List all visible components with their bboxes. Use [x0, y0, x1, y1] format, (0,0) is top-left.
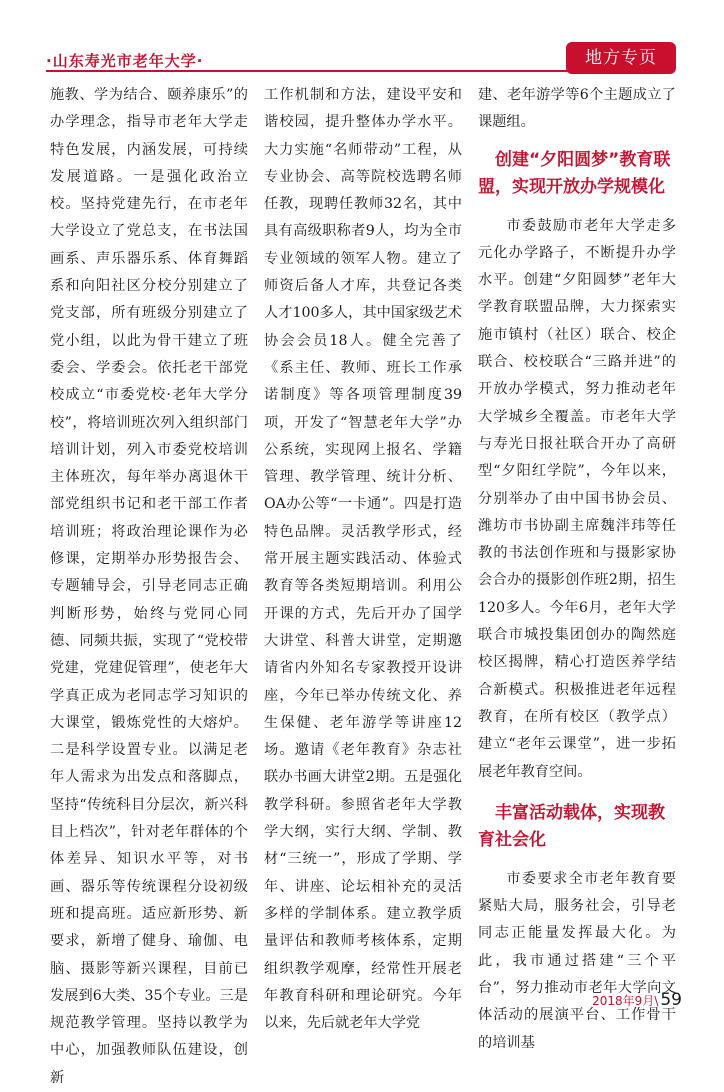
- magazine-section-title: ·山东寿光市老年大学·: [46, 52, 204, 70]
- article-column-1: [50, 82, 248, 1092]
- paragraph: 建、老年游学等6个主题成立了课题组。: [478, 87, 676, 131]
- section-heading-activities: 丰富活动载体，实现教育社会化: [478, 802, 665, 850]
- section-heading-alliance: 创建“夕阳圆梦”教育联盟，实现开放办学规模化: [478, 149, 671, 197]
- issue-date: 2018年9月\: [592, 994, 659, 1008]
- paragraph: 施教、学为结合、颐养康乐”的办学理念，指导市老年大学走特色发展，内涵发展，可持续发展道路。一是强化政治立校。坚持党建先行，在市老年大学设立了党总支，在书法国画系、声乐器乐系、体育舞蹈系和向阳社区分校分别建立了党支部，所有班级分别建立了党小组，以此为骨干建立了班委会、学委会。依托老干部党校成立“市委党校·老年大学分校”，将培训班次列入组织部门培训计划，列入市委党校培训主体班次，每年举办离退休干部党组织书记和老干部工作者培训班；将政治理论课作为必修课，定期举办形势报告会、专题辅导会，引导老同志正确判断形势，始终与党同心同德、同频共振，实现了“党校带党建，党建促管理”，使老年大学真正成为老同志学习知识的大课堂，锻炼党性的大熔炉。二是科学设置专业。以满足老年人需求为出发点和落脚点，坚持“传统科目分层次，新兴科目上档次”，针对老年群体的个体差异、知识水平等，对书画、器乐等传统课程分设初级班和提高班。适应新形势、新要求，新增了健身、瑜伽、电脑、摄影等新兴课程，目前已发展到6大类、35个专业。三是规范教学管理。坚持以教学为中心，加强教师队伍建设，创新: [50, 87, 248, 1086]
- header-rule: [46, 70, 606, 72]
- page-footer: [592, 990, 682, 1010]
- paragraph: 市委要求全市老年教育要紧贴大局，服务社会，引导老同志正能量发挥最大化。为此，我市通过搭建“三个平台”，努力推动市老年大学向文体活动的展演平台、工作骨干的培训基: [478, 870, 676, 1051]
- paragraph: 市委鼓励市老年大学走多元化办学路子，不断提升办学水平。创建“夕阳圆梦”老年大学教育联盟品牌，大力探索实施市镇村（社区）联合、校企联合、校校联合“三路并进”的开放办学模式，努力推动老年大学城乡全覆盖。市老年大学与寿光日报社联合开办了高研型“夕阳红学院”，今年以来，分别举办了由中国书协会员、潍坊市书协副主席魏泮玮等任教的书法创作班和与摄影家协会合办的摄影创作班2期，招生120多人。今年6月，老年大学联合市城投集团创办的陶然庭校区揭牌，精心打造医养学结合新模式。积极推进老年远程教育，在所有校区（教学点）建立“老年云课堂”，进一步拓展老年教育空间。: [478, 217, 676, 780]
- page-number: 59: [660, 990, 682, 1010]
- paragraph: 工作机制和方法，建设平安和谐校园，提升整体办学水平。大力实施“名师带动”工程，从专业协会、高等院校选聘名师任教，现聘任教师32名，其中具有高级职称者9人，均为全市专业领域的领军人物。建立了师资后备人才库，共登记各类人才100多人，其中国家级艺术协会会员18人。健全完善了《系主任、教师、班长工作承诺制度》等各项管理制度39项，开发了“智慧老年大学”办公系统，实现网上报名、学籍管理、教学管理、统计分析、OA办公等“一卡通”。四是打造特色品牌。灵活教学形式，经常开展主题实践活动、体验式教育等各类短期培训。利用公开课的方式，先后开办了国学大讲堂、科普大讲堂，定期邀请省内外知名专家教授开设讲座，今年已举办传统文化、养生保健、老年游学等讲座12场。邀请《老年教育》杂志社联办书画大讲堂2期。五是强化教学科研。参照省老年大学教学大纲，实行大纲、学制、教材“三统一”，形成了学期、学年、讲座、论坛相补充的灵活多样的学制体系。建立教学质量评估和教师考核体系，定期组织教学观摩，经常性开展老年教育科研和理论研究。今年以来，先后就老年大学党: [264, 87, 462, 1032]
- article-column-2: [264, 82, 462, 1037]
- section-tab: 地方专页: [566, 42, 676, 74]
- article-column-3: [478, 82, 676, 1057]
